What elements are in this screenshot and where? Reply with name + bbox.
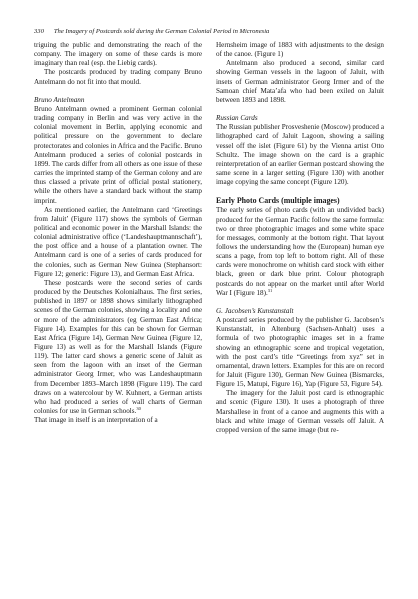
paragraph: triguing the public and demonstrating the reach of the company. The imagery on some of these cards is more imaginary than real (esp. the Liebig cards). — [34, 41, 202, 68]
footnote-marker: 30 — [136, 406, 141, 412]
left-column — [34, 41, 202, 425]
paragraph: Antelmann also produced a second, similar card showing German vessels in the lagoon of Jaluit, with insets of German administrator Georg Irmer and of the Samoan chief Mata’afa who had been exiled on Jaluit between 1893 and 1898. — [216, 59, 384, 104]
paragraph — [34, 279, 202, 416]
running-header — [34, 27, 384, 36]
paragraph: As mentioned earlier, the Antelmann card ‘Greetings from Jaluit’ (Figure 117) shows the symbols of German political and economic power in the Marshall Islands: the colonial administrative office (‘Landeshauptmannschaft’), the post office and a house of a plantation owner. The Antelmann card is one of a series of cards produced for the colonies, such as German New Guinea (Stephansort: Figure 12; generic: Figure 13), and German East Africa. — [34, 205, 202, 278]
section-heading-antelmann: Bruno Antelmann — [34, 95, 85, 104]
paragraph: The Russian publisher Prosveshenie (Moscow) produced a lithographed card of Jaluit Lagoon, showing a sailing vessel off the islet (Figure 61) by the Vienna artist Otto Schultz. The image shown on the card is a graphic reinterpretation of an earlier German postcard showing the same scene in a larger setting (Figure 130) with another image copying the same concept (Figure 120). — [216, 123, 384, 187]
right-column — [216, 41, 384, 435]
page-number: 330 — [34, 28, 44, 35]
paragraph: Hernsheim image of 1883 with adjustments to the design of the canoe. (Figure 1) — [216, 41, 384, 59]
footnote-marker: 31 — [267, 287, 273, 293]
spacer — [216, 105, 384, 114]
section-heading-russian: Russian Cards — [216, 114, 258, 123]
paragraph-text: The early series of photo cards (with an undivided back) produced for the German Pacific follow the same formula: two or three photographic images and some white space for messages, commonly at the bottom right. That layout follows the understanding how the (European) human eye scans a page, from top left to bottom right. All of these cards were monochrome on whitish card stock with either black, green or dark blue print. Colour photograph postcards do not appear on the market until after World War I (Figure 18). — [216, 206, 384, 297]
paragraph: Bruno Antelmann owned a prominent German colonial trading company in Berlin and was very active in the colonial movement in Berlin, applying economic and political pressure on the government to declare protectorates and colonies in Africa and the Pacific. Bruno Antelmann produced a series of colonial postcards in 1899. The cards differ from all others as one issue of these carries the imprinted stamp of the German colony and are thus classed a private print of official postal stationery, while the others have a standard back without the stamp imprint. — [34, 104, 202, 205]
spacer — [216, 187, 384, 196]
paragraph: That image in itself is an interpretation of a — [34, 416, 158, 425]
paragraph: The postcards produced by trading company Bruno Antelmann do not fit into that mould. — [34, 68, 202, 86]
paragraph — [216, 206, 384, 298]
section-heading-early-photo-cards: Early Photo Cards (multiple images) — [216, 196, 340, 206]
paragraph: A postcard series produced by the publisher G. Jacobsen’s Kunstanstalt, in Altenburg (Sachsen-Anhalt) uses a formula of two photographic images set in a frame showing an ethnographic scene and tropical vegetation, with the post card’s title “Greetings from xyz” set in ornamental, drawn letters. Examples for this are on record for Jaluit (Figure 130), German New Guinea (Bismarcks, Figure 15, Matupi, Figure 16), Yap (Figure 53, Figure 54). — [216, 316, 384, 389]
paragraph-text: These postcards were the second series of cards produced by the Deutsches Kolonialhaus. The first series, published in 1897 or 1898 shows similarly lithographed scenes of the German colonies, showing a locality and one or more of the administrators (eg German East Africa; Figure 14). Examples for this can be shown for German East Africa (Figure 14), German New Guinea (Figure 12, Figure 13) as well as for the Marshall Islands (Figure 119). The latter card shows a generic scene of Jaluit as seen from the lagoon with an inset of the German administrator Georg Irmer, who was Landeshauptmann from December 1893–March 1898 (Figure 119). The card draws on a watercolour by W. Kuhnert, a German artists who had produced a series of wall charts of German colonies for use in German schools. — [34, 278, 202, 416]
spacer — [34, 87, 202, 96]
section-heading-jacobsen: G. Jacobsen’s Kunstanstalt — [216, 306, 294, 315]
running-title: The Imagery of Postcards sold during the German Colonial Period in Micronesia — [53, 28, 270, 35]
spacer — [216, 298, 384, 307]
paragraph: The imagery for the Jaluit post card is ethnographic and scenic (Figure 130). It uses a photograph of three Marshallese in front of a canoe and augments this with a black and white image of German vessels off Jaluit. A cropped version of the same image (but re- — [216, 389, 384, 434]
